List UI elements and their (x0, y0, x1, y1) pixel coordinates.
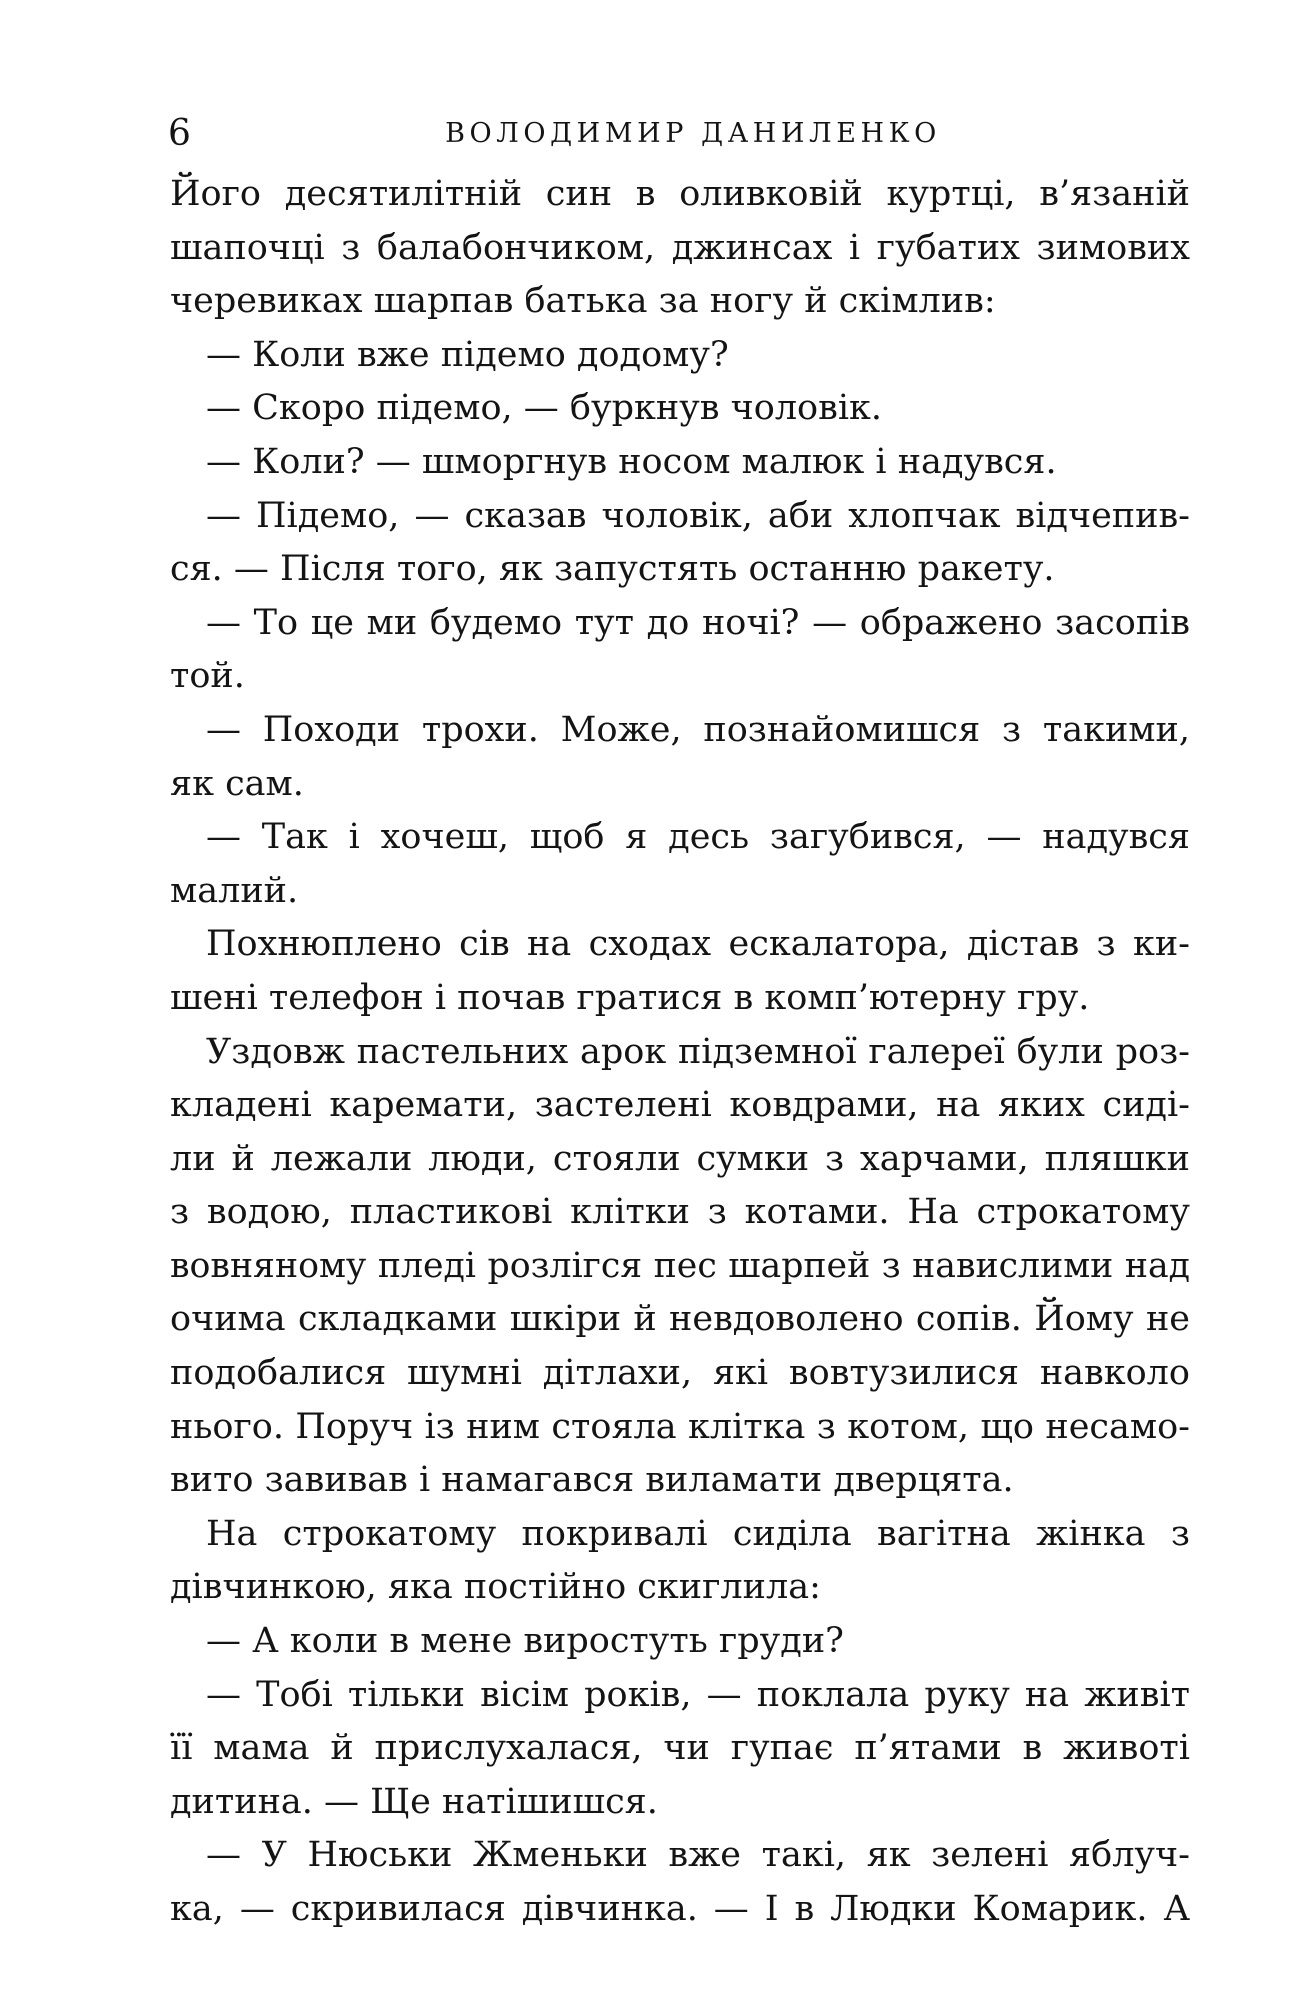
text-line: дитина. — Ще натішишся. (170, 1781, 658, 1822)
text-line: її мама й прислухалася, чи гупає п’ятами в животі (170, 1728, 1190, 1769)
text-line: нього. Поруч із ним стояла клітка з котом, що несамо- (170, 1406, 1190, 1447)
text-line: Похнюплено сів на сходах ескалатора, дістав з ки- (206, 924, 1190, 965)
text-line: — Так і хочеш, щоб я десь загубився, — надувся (206, 817, 1190, 858)
text-line: кладені каремати, застелені ковдрами, на яких сиді- (170, 1085, 1190, 1126)
text-line: — А коли в мене виростуть груди? (206, 1621, 844, 1662)
running-title: ВОЛОДИМИР ДАНИЛЕНКО (445, 118, 941, 149)
body-text (170, 168, 1190, 1937)
text-line: вовняному пледі розлігся пес шарпей з навислими над (170, 1245, 1190, 1286)
text-line: — Походи трохи. Може, познайомишся з такими, (206, 709, 1190, 750)
text-line: — То це ми будемо тут до ночі? — ображено засопів (206, 602, 1190, 643)
text-line: На строкатому покривалі сиділа вагітна жінка з (206, 1513, 1190, 1554)
text-line: ка, — скривилася дівчинка. — І в Людки Комарик. А (170, 1889, 1190, 1929)
text-line: з водою, пластикові клітки з котами. На строкатому (170, 1192, 1190, 1233)
text-line: дівчинкою, яка постійно скиглила: (170, 1567, 821, 1608)
text-line: очима складками шкіри й невдоволено сопів. Йому не (170, 1299, 1190, 1340)
text-line: вито завивав і намагався виламати дверцята. (170, 1460, 1014, 1501)
text-line: Уздовж пастельних арок підземної галереї були роз- (206, 1031, 1190, 1072)
text-line: — Тобі тільки вісім років, — поклала руку на живіт (206, 1674, 1190, 1715)
text-line: шапочці з балабончиком, джинсах і губатих зимових (170, 227, 1190, 268)
text-line: — Коли вже підемо додому? (206, 334, 729, 375)
text-line: шені телефон і почав гратися в комп’ютерну гру. (170, 977, 1090, 1018)
text-line: ся. — Після того, як запустять останню ракету. (170, 549, 1055, 590)
text-line: Його десятилітній син в оливковій куртці, в’язаній (170, 174, 1190, 214)
text-line: ли й лежали люди, стояли сумки з харчами, пляшки (170, 1138, 1190, 1179)
text-line: — Підемо, — сказав чоловік, аби хлопчак відчепив- (206, 495, 1190, 536)
text-line: малий. (170, 870, 299, 911)
text-line: той. (170, 656, 245, 697)
text-line: як сам. (170, 763, 304, 804)
text-line: подобалися шумні дітлахи, які вовтузилися навколо (170, 1353, 1190, 1394)
page-number: 6 (168, 113, 191, 154)
text-line: — Скоро підемо, — буркнув чоловік. (206, 388, 883, 429)
text-line: — У Нюськи Жменьки вже такі, як зелені яблуч- (206, 1835, 1190, 1876)
running-head (168, 110, 1190, 158)
text-line: черевиках шарпав батька за ногу й скімлив: (170, 281, 996, 322)
text-line: — Коли? — шморгнув носом малюк і надувся. (206, 441, 1057, 482)
